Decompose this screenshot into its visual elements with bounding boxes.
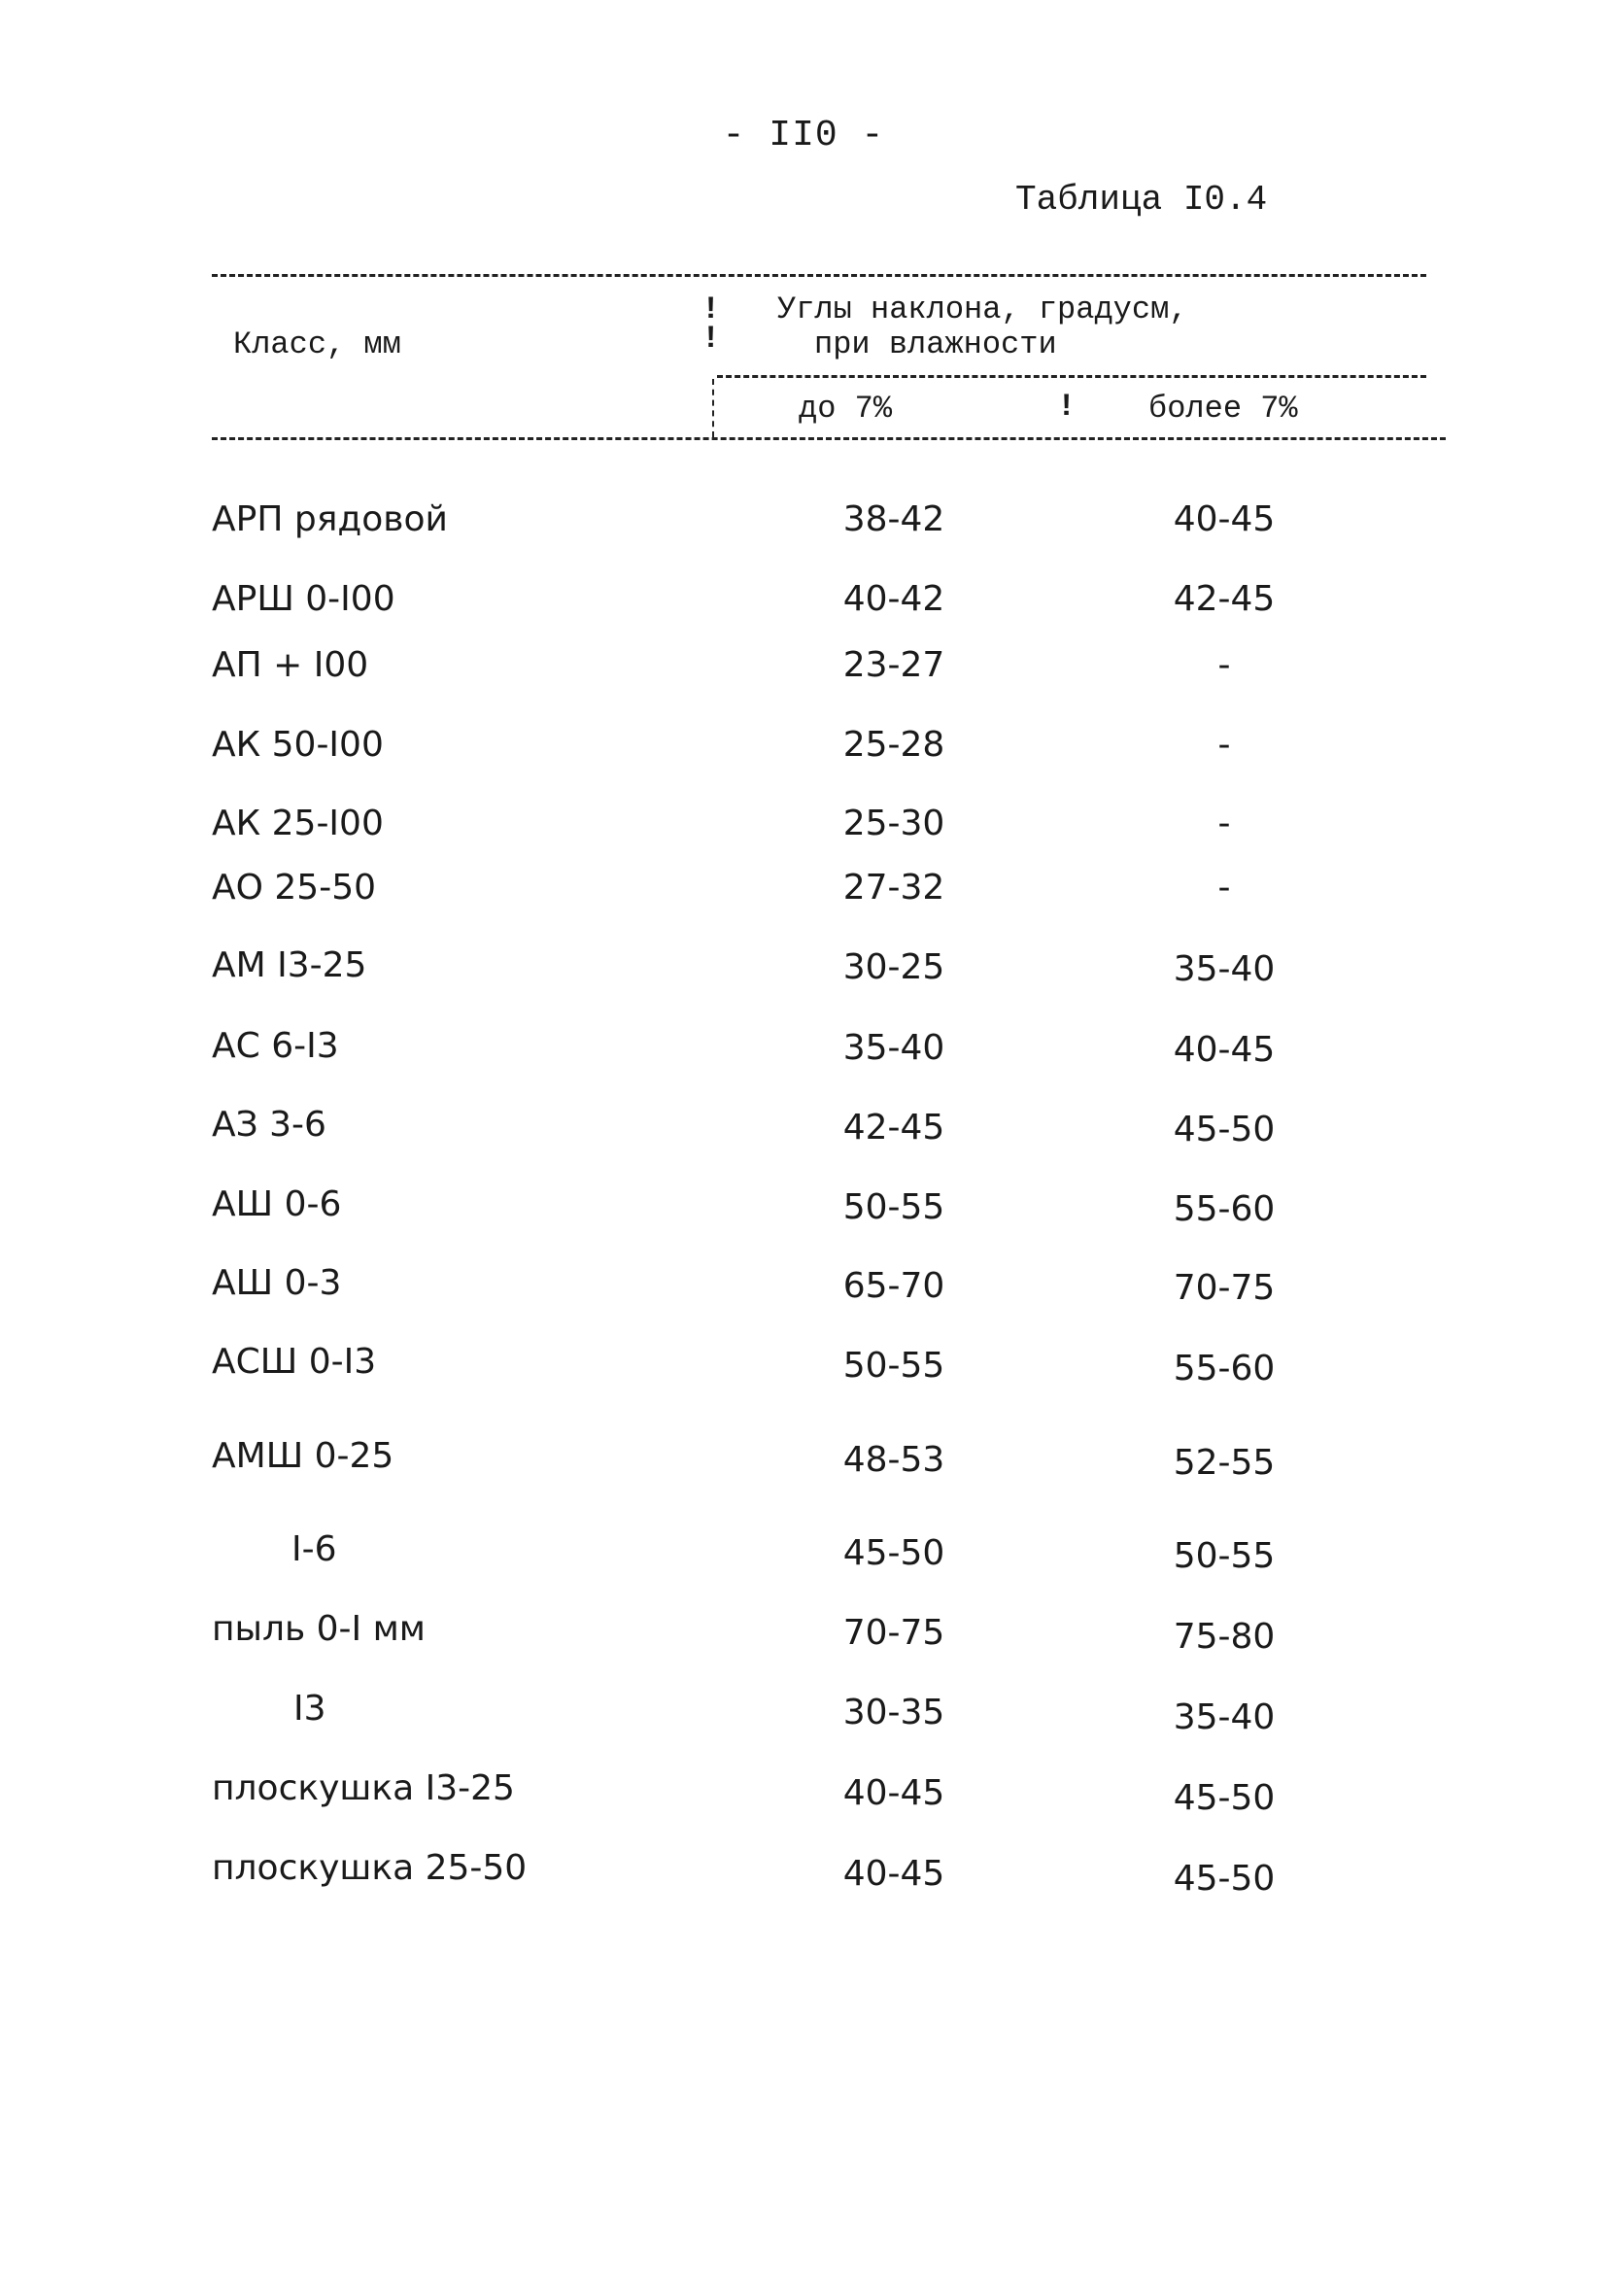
row-class: АМ I3-25 xyxy=(212,945,367,985)
row-value-upto: 50-55 xyxy=(842,1346,945,1386)
row-value-upto: 48-53 xyxy=(842,1440,945,1480)
header-angles-label-line1: Углы наклона, градусм, xyxy=(777,291,1188,327)
row-value-over: 55-60 xyxy=(1173,1189,1276,1229)
row-value-over: - xyxy=(1217,725,1231,765)
row-value-over: 45-50 xyxy=(1173,1859,1276,1899)
row-value-upto: 25-28 xyxy=(842,725,945,765)
row-value-upto: 40-45 xyxy=(842,1773,945,1813)
row-value-over: 40-45 xyxy=(1173,499,1276,539)
row-value-upto: 45-50 xyxy=(842,1533,945,1573)
row-value-over: 40-45 xyxy=(1173,1030,1276,1070)
row-value-upto: 65-70 xyxy=(842,1266,945,1306)
row-class: I-6 xyxy=(291,1529,337,1569)
header-bottom-rule xyxy=(212,437,1446,440)
row-value-upto: 30-35 xyxy=(842,1693,945,1732)
header-separator-line xyxy=(712,379,714,437)
row-value-over: 42-45 xyxy=(1173,579,1276,619)
row-class: АРП рядовой xyxy=(212,499,448,539)
row-class: АЗ 3-6 xyxy=(212,1105,326,1145)
header-sub-rule xyxy=(717,375,1426,378)
header-separator-mark: ! xyxy=(701,321,721,357)
row-value-upto: 27-32 xyxy=(842,868,945,908)
row-class: АМШ 0-25 xyxy=(212,1436,394,1476)
row-value-upto: 25-30 xyxy=(842,804,945,843)
header-class-label: Класс, мм xyxy=(233,326,401,362)
row-class: плоскушка I3-25 xyxy=(212,1768,515,1808)
row-value-upto: 50-55 xyxy=(842,1187,945,1227)
row-value-upto: 70-75 xyxy=(842,1613,945,1653)
row-value-over: 70-75 xyxy=(1173,1268,1276,1308)
row-value-over: 75-80 xyxy=(1173,1617,1276,1657)
row-value-upto: 30-25 xyxy=(842,947,945,987)
row-class: АО 25-50 xyxy=(212,868,377,908)
table-caption: Таблица I0.4 xyxy=(1015,180,1268,220)
row-class: АСШ 0-I3 xyxy=(212,1342,377,1382)
row-value-over: 35-40 xyxy=(1173,949,1276,989)
row-value-upto: 42-45 xyxy=(842,1108,945,1148)
row-value-upto: 35-40 xyxy=(842,1028,945,1068)
row-class: АШ 0-6 xyxy=(212,1184,342,1224)
header-angles-label-line2: при влажности xyxy=(814,326,1057,362)
row-value-over: - xyxy=(1217,804,1231,843)
row-class: плоскушка 25-50 xyxy=(212,1848,528,1888)
header-col-over: более 7% xyxy=(1148,391,1298,427)
row-class: АП + I00 xyxy=(212,645,369,685)
row-value-over: 52-55 xyxy=(1173,1443,1276,1483)
row-class: АК 25-I00 xyxy=(212,804,384,843)
row-value-upto: 40-45 xyxy=(842,1854,945,1894)
subheader-separator-mark: ! xyxy=(1057,389,1077,425)
row-class: I3 xyxy=(293,1689,326,1729)
row-value-over: 50-55 xyxy=(1173,1536,1276,1576)
row-value-over: - xyxy=(1217,645,1231,685)
row-value-over: - xyxy=(1217,868,1231,908)
header-separator-mark: ! xyxy=(701,291,721,327)
header-col-upto: до 7% xyxy=(799,391,893,427)
row-class: АК 50-I00 xyxy=(212,725,384,765)
row-value-over: 35-40 xyxy=(1173,1697,1276,1737)
row-class: АС 6-I3 xyxy=(212,1026,339,1066)
row-value-over: 55-60 xyxy=(1173,1349,1276,1388)
row-value-upto: 38-42 xyxy=(842,499,945,539)
row-value-upto: 40-42 xyxy=(842,579,945,619)
row-class: АРШ 0-I00 xyxy=(212,579,395,619)
row-value-upto: 23-27 xyxy=(842,645,945,685)
row-value-over: 45-50 xyxy=(1173,1778,1276,1818)
row-value-over: 45-50 xyxy=(1173,1110,1276,1149)
table-top-rule xyxy=(212,274,1426,277)
row-class: пыль 0-I мм xyxy=(212,1609,426,1649)
page-number: - II0 - xyxy=(722,115,885,156)
row-class: АШ 0-3 xyxy=(212,1263,342,1303)
